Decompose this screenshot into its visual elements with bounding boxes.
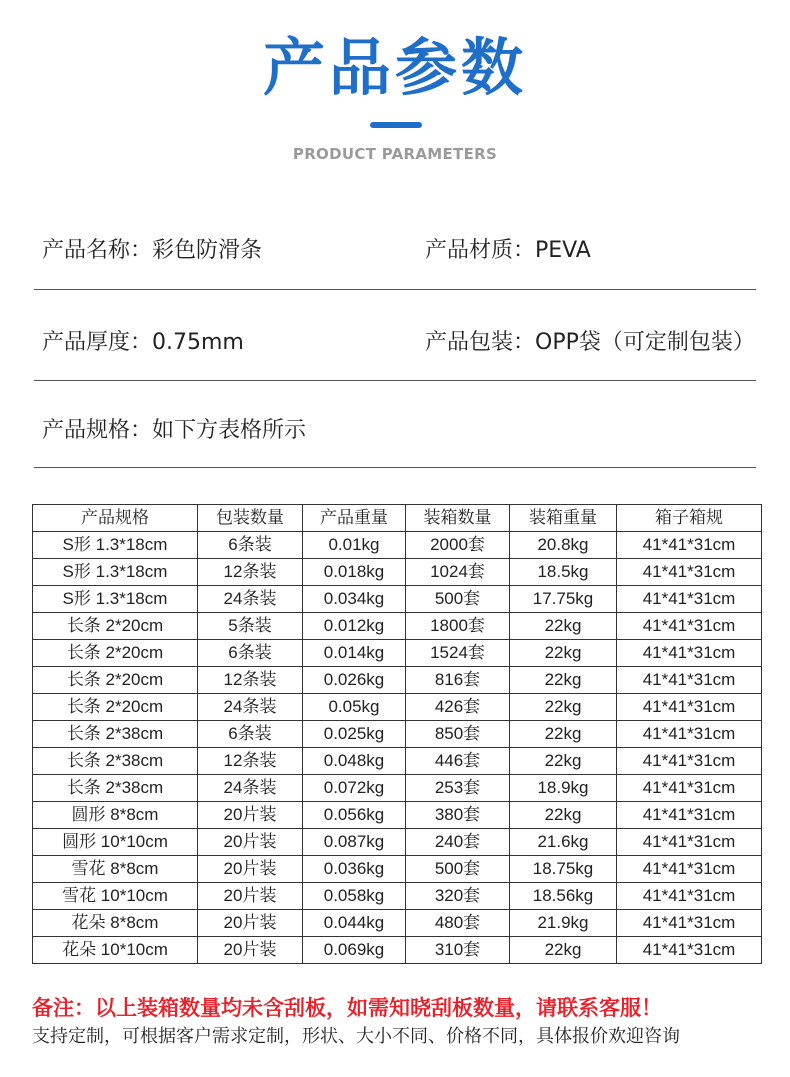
column-header: 装箱重量	[510, 505, 617, 532]
table-cell: 12条装	[198, 748, 303, 775]
table-cell: 20.8kg	[510, 532, 617, 559]
table-body	[33, 532, 762, 964]
table-cell: 0.026kg	[303, 667, 406, 694]
title-underline	[370, 122, 422, 128]
table-cell: 20片装	[198, 883, 303, 910]
table-cell: 17.75kg	[510, 586, 617, 613]
table-cell: 24条装	[198, 775, 303, 802]
table-cell: 0.05kg	[303, 694, 406, 721]
table-cell: 24条装	[198, 694, 303, 721]
table-cell: 22kg	[510, 748, 617, 775]
table-cell: 500套	[406, 586, 510, 613]
table-cell: 6条装	[198, 721, 303, 748]
table-cell: 41*41*31cm	[617, 883, 762, 910]
table-row	[33, 883, 762, 910]
table-row	[33, 856, 762, 883]
table-cell: 0.034kg	[303, 586, 406, 613]
column-header: 装箱数量	[406, 505, 510, 532]
table-row	[33, 532, 762, 559]
table-cell: 41*41*31cm	[617, 586, 762, 613]
spec-table	[32, 504, 762, 964]
table-cell: 21.6kg	[510, 829, 617, 856]
table-cell: S形 1.3*18cm	[33, 559, 198, 586]
table-cell: 22kg	[510, 802, 617, 829]
table-cell: 长条 2*20cm	[33, 667, 198, 694]
table-cell: 雪花 8*8cm	[33, 856, 198, 883]
table-cell: 12条装	[198, 667, 303, 694]
table-cell: 41*41*31cm	[617, 748, 762, 775]
table-cell: 圆形 8*8cm	[33, 802, 198, 829]
table-row	[33, 829, 762, 856]
table-row	[33, 694, 762, 721]
table-cell: 380套	[406, 802, 510, 829]
table-row	[33, 613, 762, 640]
table-cell: 0.012kg	[303, 613, 406, 640]
table-cell: 18.9kg	[510, 775, 617, 802]
param-spec: 产品规格：如下方表格所示	[42, 418, 307, 443]
table-cell: 22kg	[510, 613, 617, 640]
table-cell: 41*41*31cm	[617, 559, 762, 586]
table-cell: 22kg	[510, 721, 617, 748]
table-cell: 22kg	[510, 694, 617, 721]
table-cell: 20片装	[198, 802, 303, 829]
table-cell: 1800套	[406, 613, 510, 640]
table-row	[33, 775, 762, 802]
table-cell: 长条 2*38cm	[33, 748, 198, 775]
table-cell: 18.56kg	[510, 883, 617, 910]
page-title: 产品参数	[262, 31, 527, 104]
table-cell: 41*41*31cm	[617, 721, 762, 748]
table-cell: 花朵 10*10cm	[33, 937, 198, 964]
table-cell: 0.087kg	[303, 829, 406, 856]
table-cell: 0.025kg	[303, 721, 406, 748]
table-cell: S形 1.3*18cm	[33, 532, 198, 559]
table-cell: 5条装	[198, 613, 303, 640]
table-cell: 22kg	[510, 667, 617, 694]
table-cell: 41*41*31cm	[617, 613, 762, 640]
table-cell: 20片装	[198, 829, 303, 856]
table-cell: 240套	[406, 829, 510, 856]
table-cell: 0.058kg	[303, 883, 406, 910]
table-cell: 20片装	[198, 856, 303, 883]
page-subtitle: PRODUCT PARAMETERS	[292, 145, 498, 163]
table-row	[33, 937, 762, 964]
table-cell: 0.048kg	[303, 748, 406, 775]
table-cell: 310套	[406, 937, 510, 964]
column-header: 包装数量	[198, 505, 303, 532]
table-cell: 0.072kg	[303, 775, 406, 802]
table-header-row	[33, 505, 762, 532]
table-cell: 1524套	[406, 640, 510, 667]
table-cell: 446套	[406, 748, 510, 775]
divider	[34, 467, 756, 468]
table-cell: 1024套	[406, 559, 510, 586]
table-cell: 圆形 10*10cm	[33, 829, 198, 856]
param-material: 产品材质：PEVA	[425, 238, 591, 263]
table-cell: 0.036kg	[303, 856, 406, 883]
table-cell: 18.75kg	[510, 856, 617, 883]
table-cell: 22kg	[510, 640, 617, 667]
column-header: 箱子箱规	[617, 505, 762, 532]
table-cell: 41*41*31cm	[617, 910, 762, 937]
table-cell: 雪花 10*10cm	[33, 883, 198, 910]
table-cell: 41*41*31cm	[617, 667, 762, 694]
table-cell: 850套	[406, 721, 510, 748]
table-cell: 320套	[406, 883, 510, 910]
table-cell: 18.5kg	[510, 559, 617, 586]
column-header: 产品重量	[303, 505, 406, 532]
table-cell: 20片装	[198, 937, 303, 964]
table-cell: 21.9kg	[510, 910, 617, 937]
table-row	[33, 559, 762, 586]
table-cell: 6条装	[198, 532, 303, 559]
table-cell: 2000套	[406, 532, 510, 559]
table-cell: 500套	[406, 856, 510, 883]
table-cell: 41*41*31cm	[617, 532, 762, 559]
table-cell: 816套	[406, 667, 510, 694]
table-cell: 41*41*31cm	[617, 802, 762, 829]
table-cell: 长条 2*38cm	[33, 775, 198, 802]
table-cell: 0.056kg	[303, 802, 406, 829]
table-cell: 426套	[406, 694, 510, 721]
table-cell: 长条 2*20cm	[33, 640, 198, 667]
note-warning: 备注：以上装箱数量均未含刮板，如需知晓刮板数量，请联系客服！	[32, 996, 662, 1020]
table-cell: 长条 2*20cm	[33, 694, 198, 721]
param-packaging: 产品包装：OPP袋（可定制包装）	[425, 330, 755, 355]
table-cell: 253套	[406, 775, 510, 802]
divider	[34, 289, 756, 290]
note-customization: 支持定制，可根据客户需求定制，形状、大小不同、价格不同，具体报价欢迎咨询	[32, 1026, 680, 1047]
table-cell: 花朵 8*8cm	[33, 910, 198, 937]
table-cell: 长条 2*38cm	[33, 721, 198, 748]
param-name: 产品名称：彩色防滑条	[42, 238, 263, 263]
table-cell: 0.01kg	[303, 532, 406, 559]
table-row	[33, 910, 762, 937]
table-cell: 22kg	[510, 937, 617, 964]
table-cell: S形 1.3*18cm	[33, 586, 198, 613]
table-cell: 24条装	[198, 586, 303, 613]
table-row	[33, 802, 762, 829]
table-cell: 41*41*31cm	[617, 640, 762, 667]
table-cell: 0.044kg	[303, 910, 406, 937]
table-cell: 12条装	[198, 559, 303, 586]
table-cell: 20片装	[198, 910, 303, 937]
table-cell: 0.014kg	[303, 640, 406, 667]
table-cell: 0.069kg	[303, 937, 406, 964]
table-cell: 41*41*31cm	[617, 937, 762, 964]
table-row	[33, 667, 762, 694]
table-cell: 41*41*31cm	[617, 829, 762, 856]
table-cell: 41*41*31cm	[617, 694, 762, 721]
divider	[34, 380, 756, 381]
column-header: 产品规格	[33, 505, 198, 532]
table-row	[33, 586, 762, 613]
table-row	[33, 640, 762, 667]
table-row	[33, 748, 762, 775]
table-cell: 6条装	[198, 640, 303, 667]
table-cell: 480套	[406, 910, 510, 937]
table-cell: 0.018kg	[303, 559, 406, 586]
table-cell: 长条 2*20cm	[33, 613, 198, 640]
table-row	[33, 721, 762, 748]
table-cell: 41*41*31cm	[617, 856, 762, 883]
table-cell: 41*41*31cm	[617, 775, 762, 802]
param-thickness: 产品厚度：0.75mm	[42, 330, 244, 355]
